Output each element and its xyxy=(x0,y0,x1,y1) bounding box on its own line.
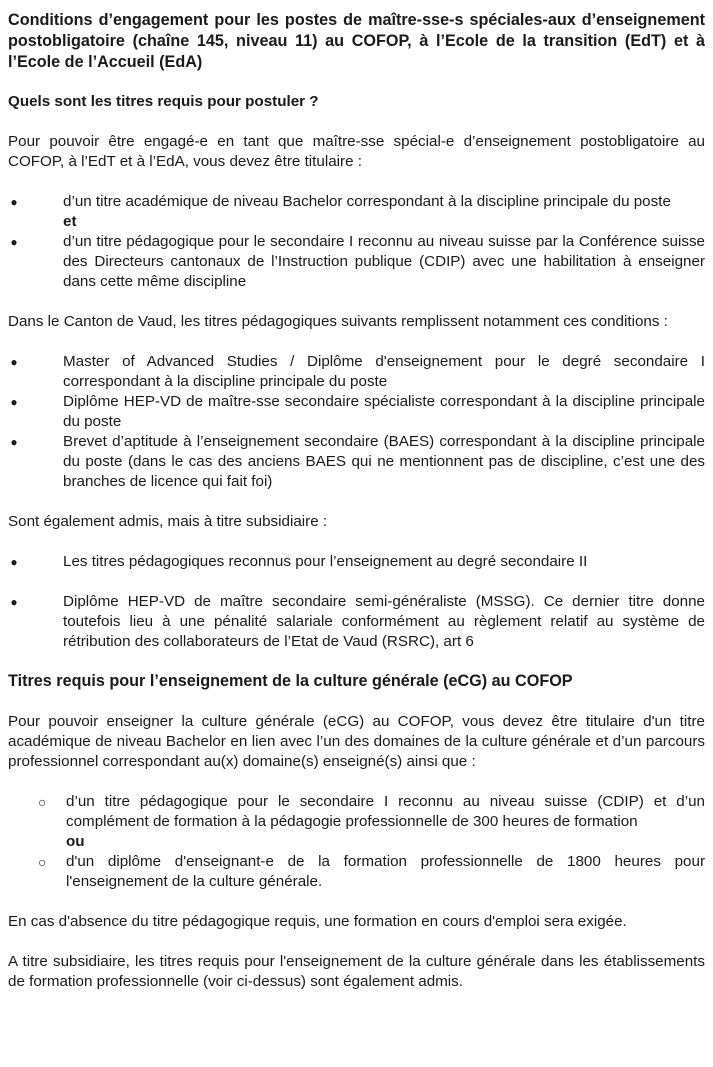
paragraph-subsidiaire: Sont également admis, mais à titre subsidiaire : xyxy=(8,513,328,530)
subsidiary-list xyxy=(8,552,705,652)
list-item xyxy=(8,192,705,232)
document-title: Conditions d’engagement pour les postes de maître-sse-s spéciales-aux d’enseignement postobligatoire (chaîne 145, niveau 11) au COFOP, à l’Ecole de la transition (EdT) et à l’Ecole de l’Accueil (EdA) xyxy=(8,11,705,71)
requirement-text: d’un titre académique de niveau Bachelor correspondant à la discipline principale du poste xyxy=(63,193,671,210)
bullet-icon: ● xyxy=(10,555,18,569)
list-item xyxy=(8,232,705,292)
circle-bullet-icon: ○ xyxy=(38,794,47,810)
list-item xyxy=(8,552,705,572)
paragraph-vaud: Dans le Canton de Vaud, les titres pédagogiques suivants remplissent notamment ces conditions : xyxy=(8,313,668,330)
vaud-title-text: Diplôme HEP-VD de maître-sse secondaire spécialiste correspondant à la discipline principale du poste xyxy=(63,393,705,430)
list-item xyxy=(8,792,705,852)
requirements-list xyxy=(8,192,705,292)
requirement-text: d’un titre pédagogique pour le secondaire I reconnu au niveau suisse par la Conférence suisse des Directeurs cantonaux de l’Instruction publique (CDIP) avec une habilitation à enseigner dans cette même discipline xyxy=(63,233,705,290)
ecg-option-text: d’un titre pédagogique pour le secondaire I reconnu au niveau suisse (CDIP) et d’un complément de formation à la pédagogie professionnelle de 300 heures de formation xyxy=(66,793,705,830)
bullet-icon: ● xyxy=(10,395,18,409)
ecg-option-text: d'un diplôme d'enseignant-e de la formation professionnelle de 1800 heures pour l'enseignement de la culture générale. xyxy=(66,853,705,890)
vaud-titles-list xyxy=(8,352,705,492)
subsidiary-text: Les titres pédagogiques reconnus pour l’enseignement au degré secondaire II xyxy=(63,553,588,570)
subsidiary-text: Diplôme HEP-VD de maître secondaire semi-généraliste (MSSG). Ce dernier titre donne toutefois lieu à une pénalité salariale conformément au règlement relatif au système de rétribution des collaborateurs de l’Etat de Vaud (RSRC), art 6 xyxy=(63,593,705,650)
list-item xyxy=(8,352,705,392)
section-heading-titres-requis: Quels sont les titres requis pour postuler ? xyxy=(8,93,319,110)
list-item xyxy=(8,852,705,892)
paragraph-subsidiaire-ecg: A titre subsidiaire, les titres requis pour l'enseignement de la culture générale dans les établissements de formation professionnelle (voir ci-dessus) sont également admis. xyxy=(8,953,705,990)
vaud-title-text: Brevet d’aptitude à l’enseignement secondaire (BAES) correspondant à la discipline principale du poste (dans le cas des anciens BAES qui ne mentionnent pas de discipline, c’est une des branches de licence qui fait foi) xyxy=(63,433,705,490)
list-item xyxy=(8,592,705,652)
ecg-options-list xyxy=(8,792,705,892)
paragraph-intro: Pour pouvoir être engagé-e en tant que maître-sse spécial-e d’enseignement postobligatoire au COFOP, à l’EdT et à l’EdA, vous devez être titulaire : xyxy=(8,133,705,170)
list-item xyxy=(8,432,705,492)
circle-bullet-icon: ○ xyxy=(38,854,47,870)
conjunction-ou: ou xyxy=(66,833,85,850)
bullet-icon: ● xyxy=(10,235,18,249)
paragraph-ecg-intro: Pour pouvoir enseigner la culture générale (eCG) au COFOP, vous devez être titulaire d'un titre académique de niveau Bachelor en lien avec l’un des domaines de la culture générale et d’un parcours professionnel correspondant au(x) domaine(s) enseigné(s) ainsi que : xyxy=(8,713,705,770)
section-heading-culture-generale: Titres requis pour l’enseignement de la culture générale (eCG) au COFOP xyxy=(8,672,573,690)
bullet-icon: ● xyxy=(10,355,18,369)
bullet-icon: ● xyxy=(10,195,18,209)
paragraph-absence: En cas d'absence du titre pédagogique requis, une formation en cours d'emploi sera exigée. xyxy=(8,913,627,930)
bullet-icon: ● xyxy=(10,435,18,449)
bullet-icon: ● xyxy=(10,595,18,609)
list-item xyxy=(8,392,705,432)
conjunction-et: et xyxy=(63,213,77,230)
vaud-title-text: Master of Advanced Studies / Diplôme d'enseignement pour le degré secondaire I correspondant à la discipline principale du poste xyxy=(63,353,705,390)
